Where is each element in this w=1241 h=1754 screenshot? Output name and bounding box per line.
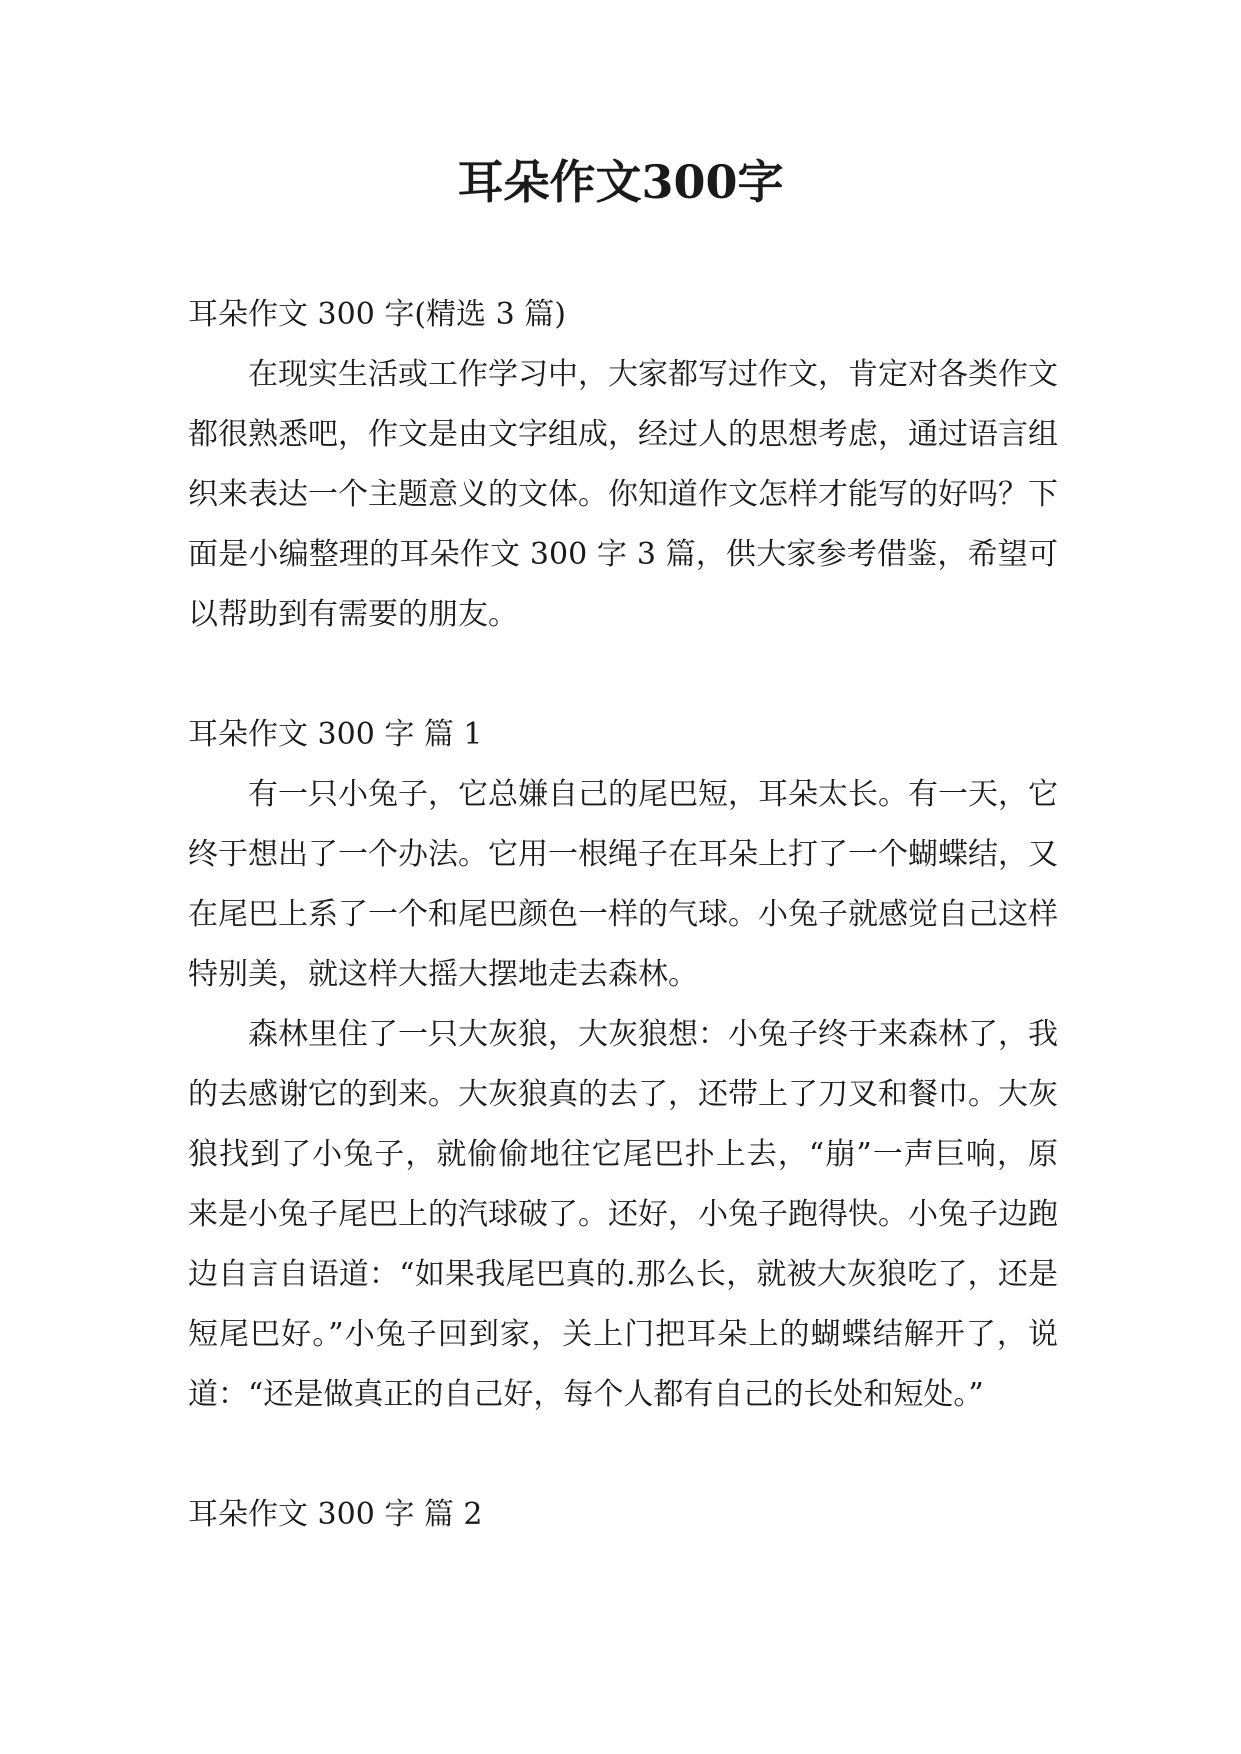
collection-subtitle: 耳朵作文 300 字(精选 3 篇) bbox=[188, 297, 566, 332]
section-spacer bbox=[188, 645, 1058, 705]
section-1-paragraph-2: 森林里住了一只大灰狼，大灰狼想：小兔子终于来森林了，我的去感谢它的到来。大灰狼真的去了，还带上了刀叉和餐巾。大灰狼找到了小兔子，就偷偷地往它尾巴扑上去，“崩”一声巨响，原来是小兔子尾巴上的汽球破了。还好，小兔子跑得快。小兔子边跑边自言自语道：“如果我尾巴真的.那么长，就被大灰狼吃了，还是短尾巴好。”小兔子回到家，关上门把耳朵上的蝴蝶结解开了，说道：“还是做真正的自己好，每个人都有自己的长处和短处。” bbox=[188, 1017, 1058, 1412]
section-heading-1: 耳朵作文 300 字 篇 1 bbox=[188, 717, 483, 752]
intro-paragraph: 在现实生活或工作学习中，大家都写过作文，肯定对各类作文都很熟悉吧，作文是由文字组成，经过人的思想考虑，通过语言组织来表达一个主题意义的文体。你知道作文怎样才能写的好吗？下面是小编整理的耳朵作文 300 字 3 篇，供大家参考借鉴，希望可以帮助到有需要的朋友。 bbox=[188, 357, 1058, 632]
section-heading-2: 耳朵作文 300 字 篇 2 bbox=[188, 1497, 483, 1532]
page-title: 耳朵作文300字 bbox=[457, 155, 784, 209]
section-spacer bbox=[188, 1425, 1058, 1485]
document-body bbox=[188, 285, 1058, 1545]
section-1-paragraph-1: 有一只小兔子，它总嫌自己的尾巴短，耳朵太长。有一天，它终于想出了一个办法。它用一根绳子在耳朵上打了一个蝴蝶结，又在尾巴上系了一个和尾巴颜色一样的气球。小兔子就感觉自己这样特别美，就这样大摇大摆地走去森林。 bbox=[188, 777, 1058, 992]
